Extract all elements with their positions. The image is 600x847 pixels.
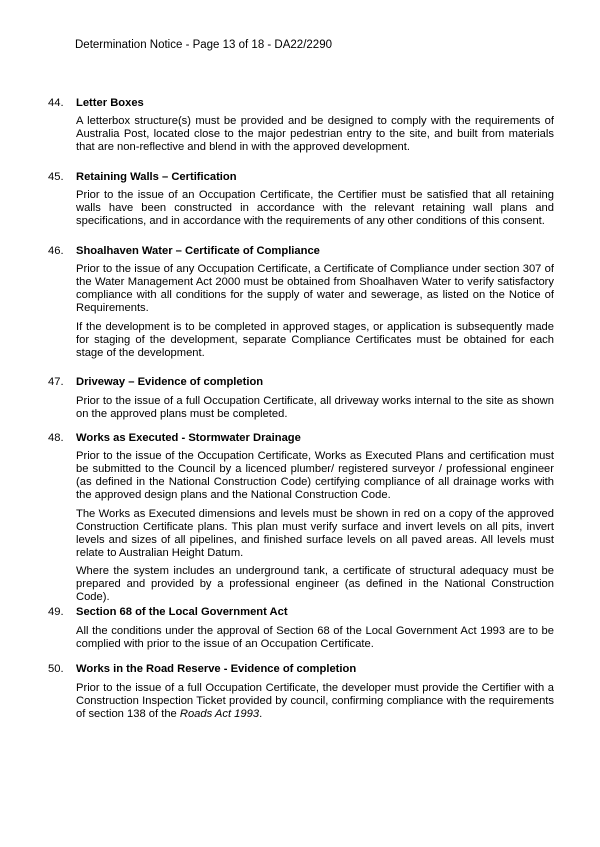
condition-paragraph: A letterbox structure(s) must be provided and be designed to comply with the requirements of Australia Post, located close to the major pedestrian entry to the site, and built from materials that are non-reflective and blend in with the approved development. <box>76 115 554 153</box>
condition-number: 50. <box>48 663 64 675</box>
condition-paragraph: Prior to the issue of an Occupation Certificate, the Certifier must be satisfied that all retaining walls have been constructed in accordance with the relevant retaining wall plans and specifications, and in accordance with the requirements of any other conditions of this consent. <box>76 189 554 227</box>
condition-title: Works as Executed - Stormwater Drainage <box>76 432 301 444</box>
condition-number: 48. <box>48 432 64 444</box>
paragraph-text: Prior to the issue of a full Occupation Certificate, the developer must provide the Certifier with a Construction Inspection Ticket provided by council, confirming compliance with the requirements of section 138 of the <box>76 682 554 720</box>
condition-title: Retaining Walls – Certification <box>76 171 237 183</box>
condition-paragraph: Prior to the issue of the Occupation Certificate, Works as Executed Plans and certification must be submitted to the Council by a licenced plumber/ registered surveyor / professional engineer (as defined in the National Construction Code) certifying compliance of all drainage works with the approved design plans and the National Construction Code. <box>76 450 554 501</box>
condition-paragraph: Where the system includes an underground tank, a certificate of structural adequacy must be prepared and provided by a professional engineer (as defined in the National Construction Code). <box>76 565 554 603</box>
condition-number: 49. <box>48 606 64 618</box>
condition-title: Letter Boxes <box>76 97 144 109</box>
condition-title: Driveway – Evidence of completion <box>76 376 264 388</box>
condition-paragraph: Prior to the issue of any Occupation Certificate, a Certificate of Compliance under section 307 of the Water Management Act 2000 must be obtained from Shoalhaven Water to verify satisfactory compliance with all conditions for the supply of water and sewerage, as listed on the Notice of Requirements. <box>76 263 554 314</box>
condition-paragraph: If the development is to be completed in approved stages, or application is subsequently made for staging of the development, separate Compliance Certificates must be obtained for each stage of the development. <box>76 321 554 359</box>
condition-title: Works in the Road Reserve - Evidence of completion <box>76 663 357 675</box>
act-name-italic: Roads Act 1993 <box>179 708 260 720</box>
condition-number: 44. <box>48 97 64 109</box>
condition-paragraph: The Works as Executed dimensions and levels must be shown in red on a copy of the approved Construction Certificate plans. This plan must verify surface and invert levels on all pits, invert levels and sizes of all pipelines, and finished surface levels on all paved areas. All levels must relate to Australian Height Datum. <box>76 508 554 559</box>
paragraph-end: . <box>259 708 263 720</box>
condition-paragraph: Prior to the issue of a full Occupation Certificate, all driveway works internal to the site as shown on the approved plans must be completed. <box>76 395 554 420</box>
condition-paragraph <box>76 682 554 721</box>
condition-number: 45. <box>48 171 64 183</box>
condition-title: Section 68 of the Local Government Act <box>76 606 288 618</box>
condition-number: 46. <box>48 245 64 257</box>
condition-title: Shoalhaven Water – Certificate of Compliance <box>76 245 320 257</box>
page-header: Determination Notice - Page 13 of 18 - DA22/2290 <box>75 39 332 51</box>
condition-number: 47. <box>48 376 64 388</box>
condition-paragraph: All the conditions under the approval of Section 68 of the Local Government Act 1993 are to be complied with prior to the issue of an Occupation Certificate. <box>76 625 554 650</box>
